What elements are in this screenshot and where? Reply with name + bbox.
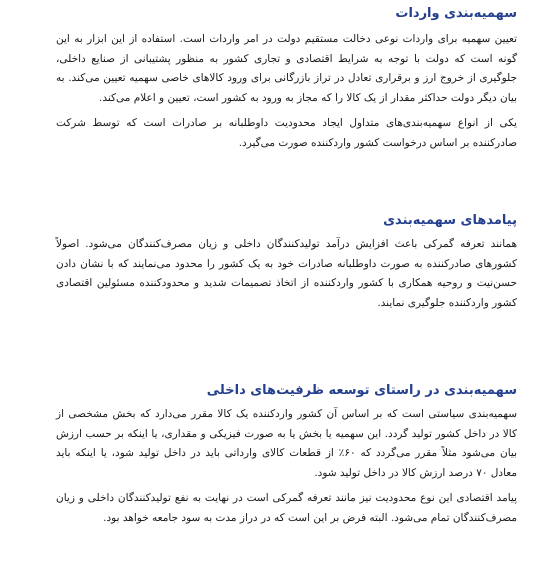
section-heading: سهمیه‌بندی در راستای توسعه ظرفیت‌های داخلی (206, 383, 517, 398)
paragraph: تعیین سهمیه برای واردات نوعی دخالت مستقیم دولت در امر واردات است. استفاده از این ابزار به این گونه است که دولت با توجه به شرایط اقتصادی و تجاری کشور به منظور پشتیبانی از صنایع داخلی، جلوگیری از خروج ارز و برقراری تعادل در تراز بازرگانی برای ورود کالاهای خاصی سهمیه تعیین می‌کند. به بیان دیگر دولت حداکثر مقدار از یک کالا را که مجاز به ورود به کشور است، تعیین و اعلام می‌کند. (56, 33, 517, 104)
paragraph: پیامد اقتصادی این نوع محدودیت نیز مانند تعرفه گمرکی است در نهایت به نفع تولیدکنندگان داخلی و زیان مصرف‌کنندگان تمام می‌شود. البته فرض بر این است که در دراز مدت به سود جامعه خواهد بود. (56, 492, 517, 524)
section-import-quota (56, 4, 517, 159)
paragraph: یکی از انواع سهمیه‌بندی‌های متداول ایجاد محدودیت داوطلبانه بر صادرات است که توسط شرکت صادرکننده بر اساس درخواست کشور واردکننده صورت می‌گیرد. (56, 117, 517, 149)
section-heading: پیامدهای سهمیه‌بندی (383, 213, 517, 228)
paragraph: همانند تعرفه گمرکی باعث افزایش درآمد تولیدکنندگان داخلی و زیان مصرف‌کنندگان می‌شود. اصولاً کشورهای صادرکننده به صورت داوطلبانه صادرات خود به یک کشور را محدود می‌نمایند که با نشان دادن حسن‌نیت و روحیه همکاری با کشور واردکننده از اتخاذ تصمیمات شدید و محدودکننده مسئولین اقتصادی کشور واردکننده جلوگیری نمایند. (56, 238, 517, 309)
section-heading: سهمیه‌بندی واردات (395, 6, 517, 21)
paragraph: سهمیه‌بندی سیاستی است که بر اساس آن کشور واردکننده یک کالا مقرر می‌دارد که بخش مشخصی از کالا در داخل کشور تولید گردد. این سهمیه یا بخش یا به صورت فیزیکی و مقداری، یا اینکه بر حسب ارزش بیان می‌شود مثلاً مقرر می‌گردد که ۶۰٪ از قطعات کالای وارداتی باید در داخل تولید شود، یا اینکه باید معادل ۷۰ درصد ارزش کالا در داخل تولید شود. (56, 408, 517, 479)
section-domestic-capacity (56, 381, 517, 534)
section-quota-consequences (56, 211, 517, 319)
